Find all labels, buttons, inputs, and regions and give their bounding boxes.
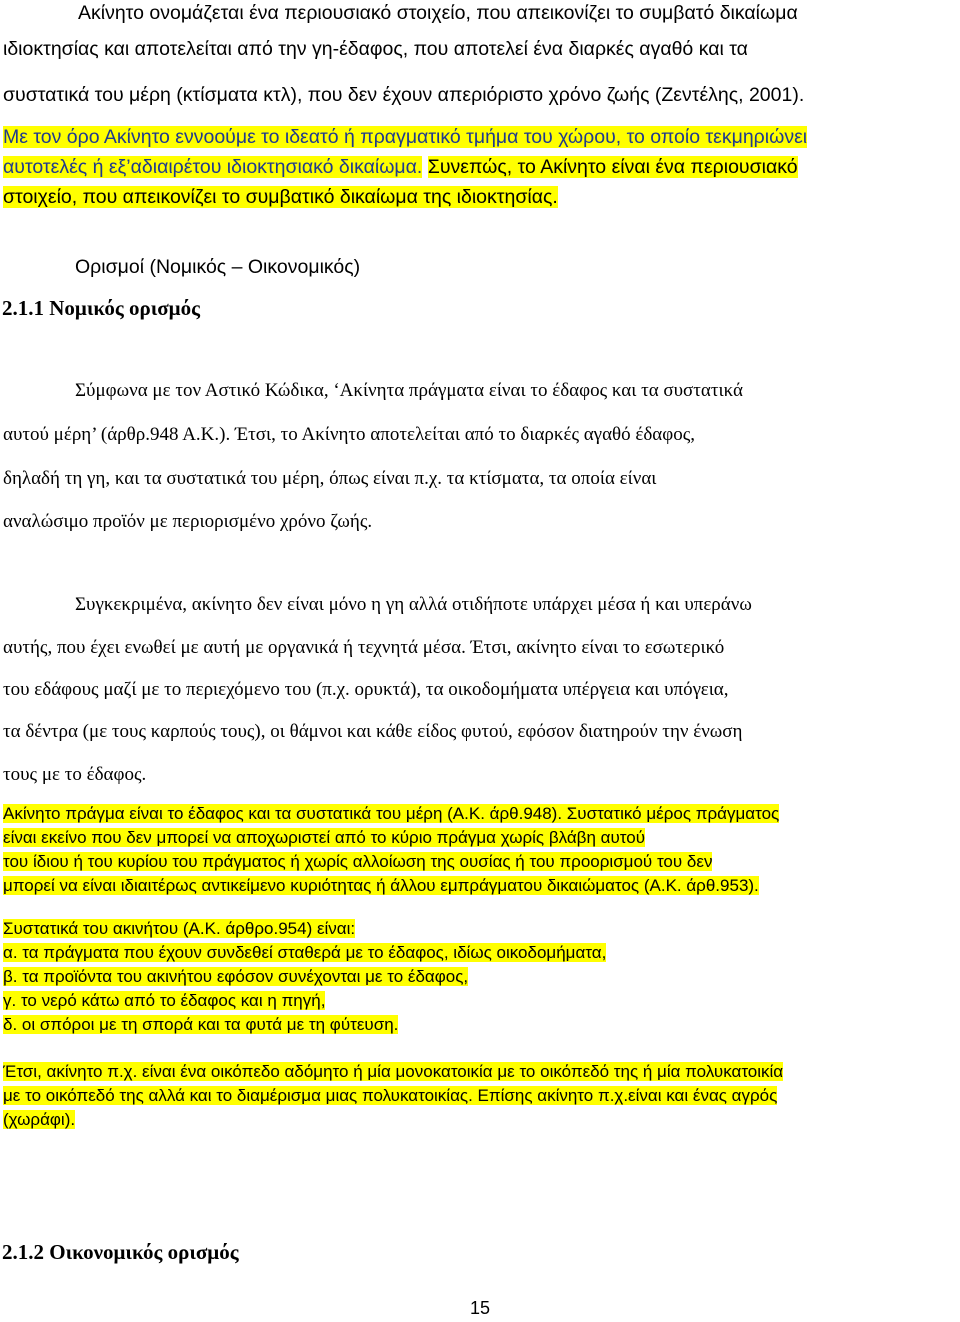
intro-line-2: ιδιοκτησίας και αποτελείται από την γη-έδαφος, που αποτελεί ένα διαρκές αγαθό και τα xyxy=(3,38,748,60)
specific-line-3: του εδάφους μαζί με το περιεχόμενο του (π.χ. ορυκτά), τα οικοδομήματα υπέργεια και υπόγεια, xyxy=(3,679,729,700)
examples-line-2-text: με το οικόπεδό της αλλά και το διαμέρισμα μιας πολυκατοικίας. Επίσης ακίνητο π.χ.είναι και ένας αγρός xyxy=(3,1086,778,1105)
article-954-item-text: β. τα προϊόντα του ακινήτου εφόσον συνέχονται με το έδαφος, xyxy=(3,967,469,986)
examples-line-1 xyxy=(3,1062,783,1082)
article-954-item-text: δ. οι σπόροι με τη σπορά και τα φυτά με τη φύτευση. xyxy=(3,1015,399,1034)
definition-line-3-text: στοιχείο, που απεικονίζει το συμβατικό δικαίωμα της ιδιοκτησίας. xyxy=(3,186,558,208)
definition-line-1-text: Με τον όρο Ακίνητο εννοούμε το ιδεατό ή πραγματικό τμήμα του χώρου, το οποίο τεκμηριώνει xyxy=(3,126,808,148)
article-954-title-text: Συστατικά του ακινήτου (Α.Κ. άρθρο.954) είναι: xyxy=(3,919,356,938)
definition-line-1 xyxy=(3,126,807,149)
section-title: Ορισμοί (Νομικός – Οικονομικός) xyxy=(75,256,361,278)
legal-line-4: αναλώσιμο προϊόν με περιορισμένο χρόνο ζωής. xyxy=(3,511,373,532)
examples-line-3-text: (χωράφι). xyxy=(3,1110,76,1129)
definition-line-2a-text: αυτοτελές ή εξ’αδιαιρέτου ιδιοκτησιακό δικαίωμα. xyxy=(3,156,423,178)
article-954-title xyxy=(3,919,355,939)
specific-line-5: τους με το έδαφος. xyxy=(3,764,147,785)
heading-economic-definition: 2.1.2 Οικονομικός ορισμός xyxy=(2,1240,239,1264)
page-number: 15 xyxy=(470,1298,491,1318)
article-948-line-1 xyxy=(3,804,779,824)
specific-line-2: αυτής, που έχει ενωθεί με αυτή με οργανικά ή τεχνητά μέσα. Έτσι, ακίνητο είναι το εσωτερικό xyxy=(3,637,725,658)
article-948-line-3-text: του ίδιου ή του κυρίου του πράγματος ή χωρίς αλλοίωση της ουσίας ή του προορισμού του δεν xyxy=(3,852,713,871)
article-954-item xyxy=(3,991,325,1011)
definition-line-2 xyxy=(3,156,798,179)
article-948-line-3 xyxy=(3,852,712,872)
examples-line-1-text: Έτσι, ακίνητο π.χ. είναι ένα οικόπεδο αδόμητο ή μία μονοκατοικία με το οικόπεδό της ή μία πολυκατοικία xyxy=(3,1062,784,1081)
specific-line-1: Συγκεκριμένα, ακίνητο δεν είναι μόνο η γη αλλά οτιδήποτε υπάρχει μέσα ή και υπεράνω xyxy=(75,594,752,615)
intro-line-3: συστατικά του μέρη (κτίσματα κτλ), που δεν έχουν απεριόριστο χρόνο ζωής (Ζεντέλης, 2001). xyxy=(3,84,805,106)
legal-line-3: δηλαδή τη γη, και τα συστατικά του μέρη, όπως είναι π.χ. τα κτίσματα, τα οποία είναι xyxy=(3,468,657,489)
heading-legal-definition: 2.1.1 Νομικός ορισμός xyxy=(2,296,200,320)
definition-line-3 xyxy=(3,186,558,209)
article-948-line-4-text: μπορεί να είναι ιδιαιτέρως αντικείμενο κυριότητας ή άλλου εμπράγματου δικαιώματος (Α.Κ. άρθ.953). xyxy=(3,876,759,895)
specific-line-4: τα δέντρα (με τους καρπούς τους), οι θάμνοι και κάθε είδος φυτού, εφόσον διατηρούν την ένωση xyxy=(3,721,743,742)
legal-line-2: αυτού μέρη’ (άρθρ.948 Α.Κ.). Έτσι, το Ακίνητο αποτελείται από το διαρκές αγαθό έδαφος, xyxy=(3,424,696,445)
examples-line-3 xyxy=(3,1110,75,1130)
article-948-line-2-text: είναι εκείνο που δεν μπορεί να αποχωριστεί από το κύριο πράγμα χωρίς βλάβη αυτού xyxy=(3,828,645,847)
intro-line-1: Ακίνητο ονομάζεται ένα περιουσιακό στοιχείο, που απεικονίζει το συμβατό δικαίωμα xyxy=(78,2,798,24)
article-948-line-1-text: Ακίνητο πράγμα είναι το έδαφος και τα συστατικά του μέρη (Α.Κ. άρθ.948). Συστατικό μέρος πράγματος xyxy=(3,804,780,823)
article-954-item xyxy=(3,1015,398,1035)
legal-line-1: Σύμφωνα με τον Αστικό Κώδικα, ‘Ακίνητα πράγματα είναι το έδαφος και τα συστατικά xyxy=(75,380,743,401)
article-954-item xyxy=(3,943,606,963)
article-954-item-text: α. τα πράγματα που έχουν συνδεθεί σταθερά με το έδαφος, ιδίως οικοδομήματα, xyxy=(3,943,607,962)
examples-line-2 xyxy=(3,1086,777,1106)
article-948-line-4 xyxy=(3,876,759,896)
article-948-line-2 xyxy=(3,828,645,848)
article-954-item-text: γ. το νερό κάτω από το έδαφος και η πηγή, xyxy=(3,991,326,1010)
article-954-item xyxy=(3,967,468,987)
definition-line-2b-text: Συνεπώς, το Ακίνητο είναι ένα περιουσιακό xyxy=(427,156,798,178)
